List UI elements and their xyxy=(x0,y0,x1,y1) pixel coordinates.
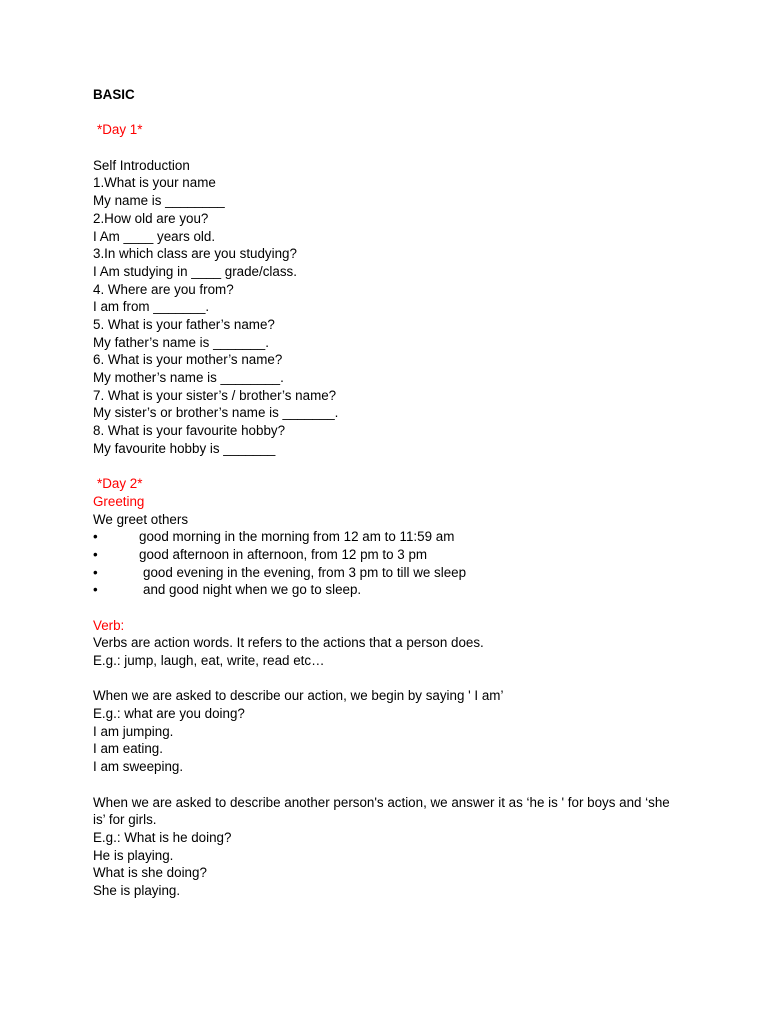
spacer xyxy=(93,599,693,617)
day1-line: My father’s name is _______. xyxy=(93,334,269,350)
other-action-line: She is playing. xyxy=(93,882,181,898)
list-item-text: and good night when we go to sleep. xyxy=(143,582,362,598)
day1-line: 1.What is your name xyxy=(93,175,216,191)
verb-label: Verb: xyxy=(93,617,125,633)
own-action-line: I am eating. xyxy=(93,741,163,757)
own-action-line: I am sweeping. xyxy=(93,759,184,775)
other-action-line: What is she doing? xyxy=(93,865,207,881)
greeting-intro: We greet others xyxy=(93,511,189,527)
day1-line: I Am ____ years old. xyxy=(93,228,216,244)
other-action-intro: When we are asked to describe another person's action, we answer it as ‘he is ' for boys and ‘she is’ for girls. xyxy=(93,794,670,828)
day1-line: My mother’s name is ________. xyxy=(93,370,284,385)
verb-example: E.g.: jump, laugh, eat, write, read etc… xyxy=(93,653,325,668)
spacer xyxy=(93,457,693,475)
bullet-icon: • xyxy=(93,529,98,545)
own-action-line: E.g.: what are you doing? xyxy=(93,706,245,722)
day1-line: 3.In which class are you studying? xyxy=(93,246,297,262)
day1-line: My name is ________ xyxy=(93,193,225,209)
spacer xyxy=(93,776,693,794)
list-item-text: good morning in the morning from 12 am to 11:59 am xyxy=(139,529,455,545)
list-item xyxy=(93,546,693,564)
day1-line: My favourite hobby is _______ xyxy=(93,440,276,456)
spacer xyxy=(93,670,693,688)
verb-definition: Verbs are action words. It refers to the actions that a person does. xyxy=(93,635,484,651)
document-title: BASIC xyxy=(93,87,135,102)
list-item-text: good evening in the evening, from 3 pm to till we sleep xyxy=(143,564,467,580)
day1-line: 2.How old are you? xyxy=(93,210,209,226)
day1-line: 7. What is your sister’s / brother’s name? xyxy=(93,387,337,403)
day1-line: I Am studying in ____ grade/class. xyxy=(93,263,297,279)
day1-line: 5. What is your father’s name? xyxy=(93,316,275,332)
own-action-line: I am jumping. xyxy=(93,723,174,739)
day1-line: My sister’s or brother’s name is _______. xyxy=(93,405,339,421)
own-action-intro: When we are asked to describe our action, we begin by saying ' I am’ xyxy=(93,688,504,704)
other-action-line: E.g.: What is he doing? xyxy=(93,829,232,845)
day1-subheading: Self Introduction xyxy=(93,157,190,173)
bullet-icon: • xyxy=(93,546,98,562)
bullet-icon: • xyxy=(93,564,98,580)
list-item xyxy=(93,581,693,599)
document-page xyxy=(93,86,693,900)
list-item xyxy=(93,564,693,582)
day1-line: 6. What is your mother’s name? xyxy=(93,352,283,368)
greeting-label: Greeting xyxy=(93,493,145,509)
spacer xyxy=(93,139,693,157)
day1-heading: *Day 1* xyxy=(97,122,143,138)
bullet-icon: • xyxy=(93,582,98,598)
day1-line: I am from _______. xyxy=(93,299,210,315)
list-item xyxy=(93,528,693,546)
day2-heading: *Day 2* xyxy=(97,476,143,492)
list-item-text: good afternoon in afternoon, from 12 pm to 3 pm xyxy=(139,546,428,562)
spacer xyxy=(93,104,693,122)
day1-line: 4. Where are you from? xyxy=(93,281,234,297)
other-action-line: He is playing. xyxy=(93,847,174,863)
day1-line: 8. What is your favourite hobby? xyxy=(93,423,286,439)
